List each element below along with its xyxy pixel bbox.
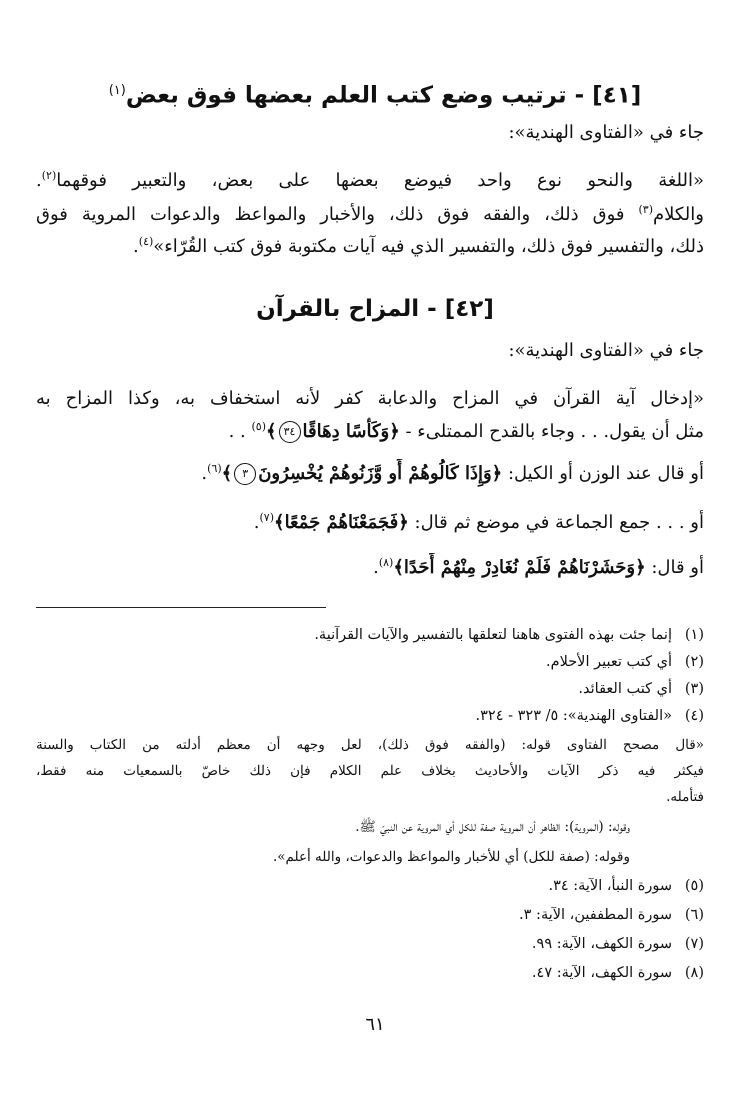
section-41-line-2: والكلام$^{(٣)}$ فوق ذلك، والفقه فوق ذلك، والأخبار والمواعظ والدعوات المروية فوق (36, 203, 704, 225)
section-42-heading (0, 292, 750, 326)
footnote-ref-5: (٥) (251, 420, 266, 433)
section-41-line-1: «اللغة والنحو نوع واحد فيوضع بعضها على بعض، والتعبير فوقهما$^{(٢)}$. (36, 169, 704, 191)
footnote-4-quote-line-4: وقوله: (المروية): الظاهر أن المروية صفة للكل أي المروية عن النبيّ ﷺ. (355, 819, 630, 835)
footnote-1: (١)إنما جئت بهذه الفتوى هاهنا لتعلقها بالتفسير والآيات القرآنية. (314, 627, 704, 643)
footnote-8: (٨)سورة الكهف، الآية: ٤٧. (531, 965, 704, 981)
quran-verse: ﴿وَكَأْسًا دِهَاقًا (302, 421, 400, 442)
footnote-ref-6: (٦) (207, 462, 222, 475)
footnote-ref-7: (٧) (259, 511, 275, 524)
section-42-intro: جاء في «الفتاوى الهندية»: (508, 340, 704, 361)
footnote-4: (٤)«الفتاوى الهندية»: ٥/ ٣٢٣ - ٣٢٤. (475, 708, 704, 724)
section-42-line-5: أو قال: ﴿وَحَشَرْنَاهُمْ فَلَمْ نُغَادِرْ مِنْهُمْ أَحَدًا﴾$^{(٨)}$. (373, 556, 704, 578)
footnote-5: (٥)سورة النبأ، الآية: ٣٤. (548, 878, 704, 894)
section-42-title: [٤٢] - المزاح بالقرآن (256, 296, 494, 322)
verse-number-marker: ٣ (234, 463, 256, 485)
section-41-title: [٤١] - ترتيب وضع كتب العلم بعضها فوق بعض (125, 82, 642, 109)
footnote-ref-3: (٣) (638, 203, 653, 216)
quran-verse: ﴿فَجَمَعْنَاهُمْ جَمْعًا﴾ (274, 512, 409, 533)
section-41-intro: جاء في «الفتاوى الهندية»: (508, 122, 704, 143)
footnote-ref-2: (٢) (41, 169, 57, 182)
footnote-2: (٢)أي كتب تعبير الأحلام. (545, 654, 704, 670)
section-41-heading (0, 74, 750, 113)
section-42-line-3: أو قال عند الوزن أو الكيل: ﴿وَإِذَا كَالُوهُمْ أَو وَّزَنُوهُمْ يُخْسِرُونَ٣﴾$^{(٦)}$. (201, 462, 704, 484)
verse-number-marker: ٣٤ (279, 421, 301, 443)
footnote-ref-8: (٨) (378, 556, 394, 569)
quran-verse: ﴿وَحَشَرْنَاهُمْ فَلَمْ نُغَادِرْ مِنْهُمْ أَحَدًا﴾ (393, 557, 646, 578)
footnote-separator (36, 607, 326, 608)
section-42-line-1: «إدخال آية القرآن في المزاح والدعابة كفر لأنه استخفاف به، وكذا المزاح به (36, 388, 704, 409)
section-42-line-2: مثل أن يقول. . . وجاء بالقدح الممتلىء - ﴿وَكَأْسًا دِهَاقًا٣٤﴾$^{(٥)}$ . . (228, 420, 704, 442)
section-41-line-3: ذلك، والتفسير فوق ذلك، والتفسير الذي فيه آيات مكتوبة فوق كتب القُرّاء»$^{(٤)}$. (133, 235, 704, 257)
page-number: ٦١ (365, 1014, 385, 1035)
footnote-4-quote-line-1: «قال مصحح الفتاوى قوله: (والفقه فوق ذلك)، لعل وجهه أن معظم أدلته من الكتاب والسنة (36, 737, 704, 753)
section-42-line-4: أو . . . جمع الجماعة في موضع ثم قال: ﴿فَجَمَعْنَاهُمْ جَمْعًا﴾$^{(٧)}$. (253, 511, 704, 533)
quran-verse: ﴿وَإِذَا كَالُوهُمْ أَو وَّزَنُوهُمْ يُخْسِرُونَ (258, 463, 503, 484)
footnote-4-quote-line-3: فتأمله. (666, 789, 704, 805)
footnote-ref-4: (٤) (138, 235, 154, 248)
footnote-ref-1: (١) (108, 83, 126, 98)
footnote-4-quote-line-2: فيكثر فيه ذكر الآيات والأحاديث بخلاف علم الكلام فإن ذلك خاصّ بالسمعيات منه فقط، (36, 763, 704, 779)
footnote-7: (٧)سورة الكهف، الآية: ٩٩. (531, 936, 704, 952)
footnote-3: (٣)أي كتب العقائد. (578, 681, 704, 697)
footnote-4-quote-line-5: وقوله: (صفة للكل) أي للأخبار والمواعظ والدعوات، والله أعلم». (272, 849, 630, 865)
footnote-6: (٦)سورة المطففين، الآية: ٣. (519, 907, 704, 923)
